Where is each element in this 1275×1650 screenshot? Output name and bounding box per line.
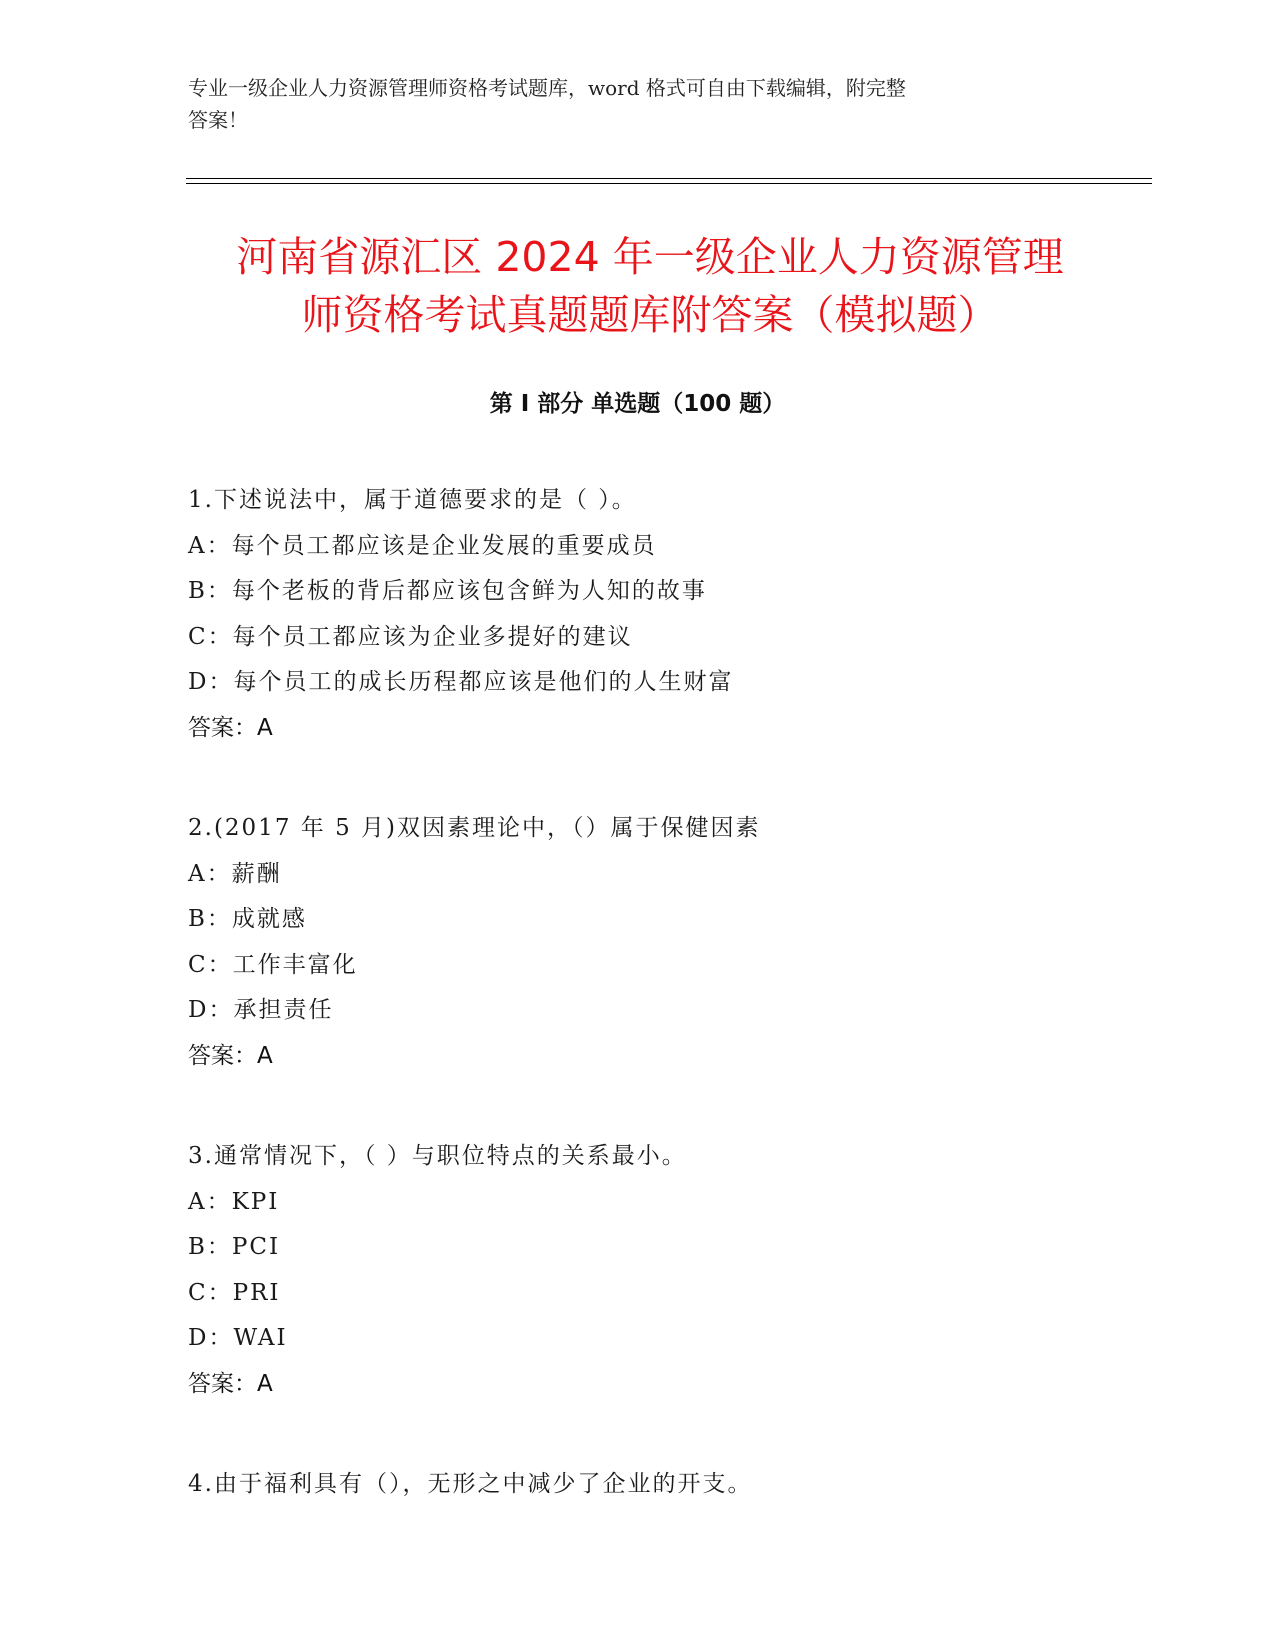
option-d: D：承担责任 bbox=[188, 997, 334, 1023]
question-3 bbox=[188, 1134, 1148, 1407]
option-a: A：薪酬 bbox=[188, 860, 282, 887]
question-stem: 3.通常情况下，（ ）与职位特点的关系最小。 bbox=[188, 1143, 687, 1169]
option-c: C：PRI bbox=[188, 1279, 281, 1306]
option-c: C：工作丰富化 bbox=[188, 951, 358, 978]
question-4 bbox=[188, 1462, 1148, 1508]
answer: 答案：A bbox=[188, 714, 273, 741]
document-title bbox=[150, 228, 1150, 344]
document-title-line-2: 师资格考试真题题库附答案（模拟题） bbox=[301, 291, 999, 339]
question-stem: 4.由于福利具有（），无形之中减少了企业的开支。 bbox=[188, 1471, 753, 1497]
option-b: B：成就感 bbox=[188, 906, 307, 932]
document-title-line-1: 河南省源汇区 2024 年一级企业人力资源管理 bbox=[236, 233, 1064, 281]
header-note bbox=[188, 72, 1088, 136]
header-rule-bottom bbox=[186, 183, 1152, 184]
option-c: C：每个员工都应该为企业多提好的建议 bbox=[188, 623, 633, 650]
header-note-line-2: 答案！ bbox=[188, 108, 248, 132]
question-1 bbox=[188, 478, 1148, 751]
option-a: A：每个员工都应该是企业发展的重要成员 bbox=[188, 532, 657, 559]
option-d: D：每个员工的成长历程都应该是他们的人生财富 bbox=[188, 669, 734, 695]
header-rule-top bbox=[186, 178, 1152, 179]
question-list bbox=[188, 478, 1148, 1563]
question-stem: 1.下述说法中，属于道德要求的是（ ）。 bbox=[188, 487, 637, 513]
option-a: A：KPI bbox=[188, 1188, 280, 1215]
question-2 bbox=[188, 806, 1148, 1079]
section-title: 第 I 部分 单选题（100 题） bbox=[489, 391, 786, 417]
option-b: B：PCI bbox=[188, 1234, 281, 1260]
option-b: B：每个老板的背后都应该包含鲜为人知的故事 bbox=[188, 578, 707, 604]
answer: 答案：A bbox=[188, 1042, 273, 1069]
question-stem: 2.(2017 年 5 月)双因素理论中，（）属于保健因素 bbox=[188, 815, 761, 841]
option-d: D：WAI bbox=[188, 1325, 288, 1351]
header-note-line-1: 专业一级企业人力资源管理师资格考试题库，word 格式可自由下载编辑，附完整 bbox=[188, 76, 906, 100]
answer: 答案：A bbox=[188, 1370, 273, 1397]
